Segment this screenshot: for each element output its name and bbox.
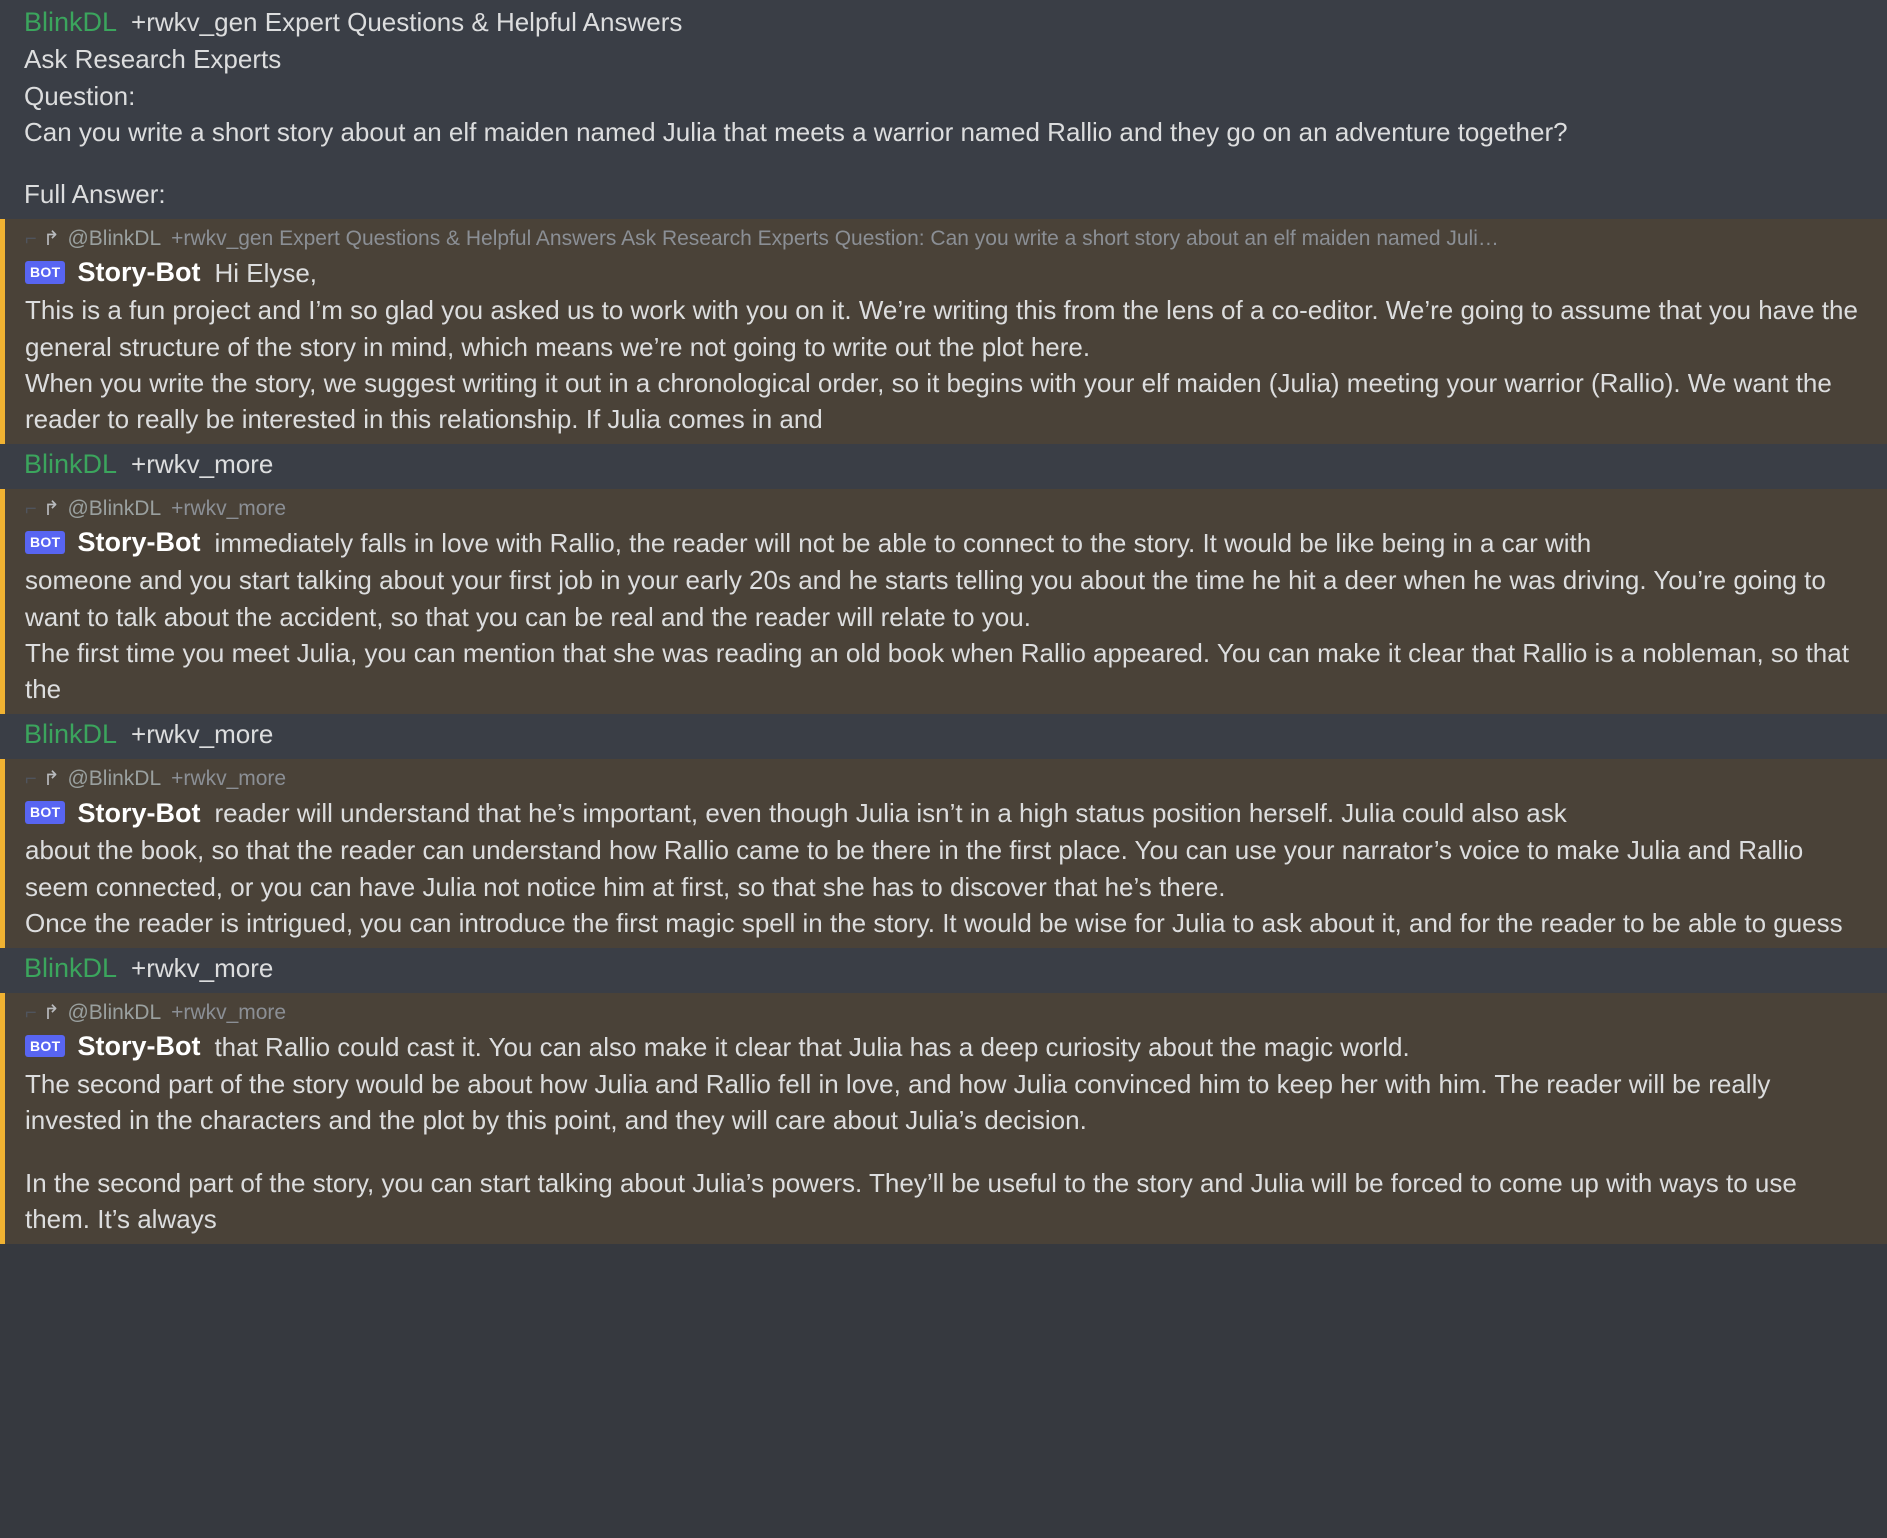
bot-header <box>5 254 1887 292</box>
reply-spine-icon: ⌐ <box>25 767 37 790</box>
message-line: In the second part of the story, you can start talking about Julia’s powers. They’ll be useful to the story and Julia will be forced to come up with ways to use them. It’s always <box>25 1167 1797 1235</box>
reply-spine-icon: ⌐ <box>25 497 37 520</box>
reply-author[interactable]: @BlinkDL <box>67 226 162 250</box>
user-command-line <box>0 950 1887 987</box>
bot-username[interactable]: Story-Bot <box>77 1031 201 1062</box>
reply-spine-icon: ⌐ <box>25 1001 37 1024</box>
bot-header <box>5 524 1887 562</box>
bot-inline-text: that Rallio could cast it. You can also make it clear that Julia has a deep curiosity about the magic world. <box>214 1031 1410 1062</box>
command-text: +rwkv_gen Expert Questions & Helpful Answers <box>131 7 683 37</box>
reply-snippet: +rwkv_more <box>171 496 287 520</box>
reply-snippet: +rwkv_gen Expert Questions & Helpful Answers Ask Research Experts Question: Can you write a short story about an elf maiden named Juli… <box>171 226 1499 250</box>
bot-username[interactable]: Story-Bot <box>77 797 201 828</box>
user-message <box>0 0 1887 219</box>
reply-arrow-icon: ↰ <box>42 1001 60 1024</box>
message-line: The first time you meet Julia, you can mention that she was reading an old book when Rallio appeared. You can make it clear that Rallio is a nobleman, so that the <box>25 638 1849 705</box>
bot-message-body <box>5 292 1887 438</box>
reply-snippet: +rwkv_more <box>171 1000 287 1024</box>
bot-inline-text: Hi Elyse, <box>214 258 318 289</box>
message-line-blank <box>24 150 1863 176</box>
reply-arrow-icon: ↰ <box>42 497 60 520</box>
reply-author[interactable]: @BlinkDL <box>67 767 162 791</box>
username[interactable]: BlinkDL <box>24 7 118 37</box>
bot-badge: BOT <box>25 261 65 284</box>
username[interactable]: BlinkDL <box>24 448 118 479</box>
command-text: +rwkv_more <box>131 448 274 479</box>
user-message-body <box>0 41 1887 213</box>
command-text: +rwkv_more <box>131 952 274 983</box>
bot-badge: BOT <box>25 801 65 824</box>
message-line: Question: <box>24 80 136 111</box>
reply-reference[interactable] <box>5 223 1887 255</box>
reply-arrow-icon: ↰ <box>42 767 60 790</box>
message-line: about the book, so that the reader can understand how Rallio came to be there in the first place. You can use your narrator’s voice to make Julia and Rallio seem connected, or you can have Julia not notice him at first, so that she has to discover that he’s there. <box>25 835 1804 902</box>
user-command-line <box>0 716 1887 753</box>
user-message <box>0 948 1887 993</box>
message-line: Full Answer: <box>24 179 166 210</box>
message-line: Ask Research Experts <box>24 44 282 75</box>
bot-message <box>0 993 1887 1244</box>
reply-arrow-icon: ↰ <box>42 227 60 250</box>
message-line: The second part of the story would be about how Julia and Rallio fell in love, and how Julia convinced him to keep her with him. The reader will be really invested in the characters and the plot by this point, and they will care about Julia’s decision. <box>25 1069 1771 1136</box>
bot-message-body <box>5 562 1887 708</box>
user-message <box>0 714 1887 759</box>
message-line-blank <box>25 1139 1863 1165</box>
username[interactable]: BlinkDL <box>24 952 118 983</box>
bot-username[interactable]: Story-Bot <box>77 257 201 288</box>
message-line: Once the reader is intrigued, you can introduce the first magic spell in the story. It would be wise for Julia to ask about it, and for the reader to be able to guess <box>25 908 1843 939</box>
bot-message-body <box>5 832 1887 941</box>
message-line: someone and you start talking about your first job in your early 20s and he starts telling you about the time he hit a deer when he was driving. You’re going to want to talk about the accident, so that you can be real and the reader will relate to you. <box>25 565 1826 632</box>
bot-message <box>0 759 1887 947</box>
user-message <box>0 444 1887 489</box>
bot-badge: BOT <box>25 531 65 554</box>
reply-reference[interactable] <box>5 763 1887 795</box>
bot-message-body <box>5 1066 1887 1238</box>
user-command-line <box>0 4 1887 41</box>
command-text: +rwkv_more <box>131 718 274 749</box>
reply-reference[interactable] <box>5 493 1887 525</box>
bot-username[interactable]: Story-Bot <box>77 527 201 558</box>
bot-message <box>0 219 1887 444</box>
reply-reference[interactable] <box>5 997 1887 1029</box>
bot-inline-text: immediately falls in love with Rallio, the reader will not be able to connect to the story. It would be like being in a car with <box>214 528 1592 559</box>
username[interactable]: BlinkDL <box>24 718 118 749</box>
message-line: Can you write a short story about an elf maiden named Julia that meets a warrior named Rallio and they go on an adventure together? <box>24 117 1568 148</box>
bot-badge: BOT <box>25 1035 65 1058</box>
message-line: When you write the story, we suggest writing it out in a chronological order, so it begins with your elf maiden (Julia) meeting your warrior (Rallio). We want the reader to really be interested in this relationship. If Julia comes in and <box>25 367 1832 435</box>
message-line: This is a fun project and I’m so glad you asked us to work with you on it. We’re writing this from the lens of a co-editor. We’re going to assume that you have the general structure of the story in mind, which means we’re not going to write out the plot here. <box>25 295 1858 362</box>
bot-header <box>5 795 1887 833</box>
user-command-line <box>0 446 1887 483</box>
reply-author[interactable]: @BlinkDL <box>67 1000 162 1024</box>
reply-author[interactable]: @BlinkDL <box>67 496 162 520</box>
reply-spine-icon: ⌐ <box>25 227 37 250</box>
bot-inline-text: reader will understand that he’s important, even though Julia isn’t in a high status position herself. Julia could also ask <box>214 798 1567 829</box>
bot-header <box>5 1028 1887 1066</box>
reply-snippet: +rwkv_more <box>171 767 287 791</box>
bot-message <box>0 489 1887 714</box>
